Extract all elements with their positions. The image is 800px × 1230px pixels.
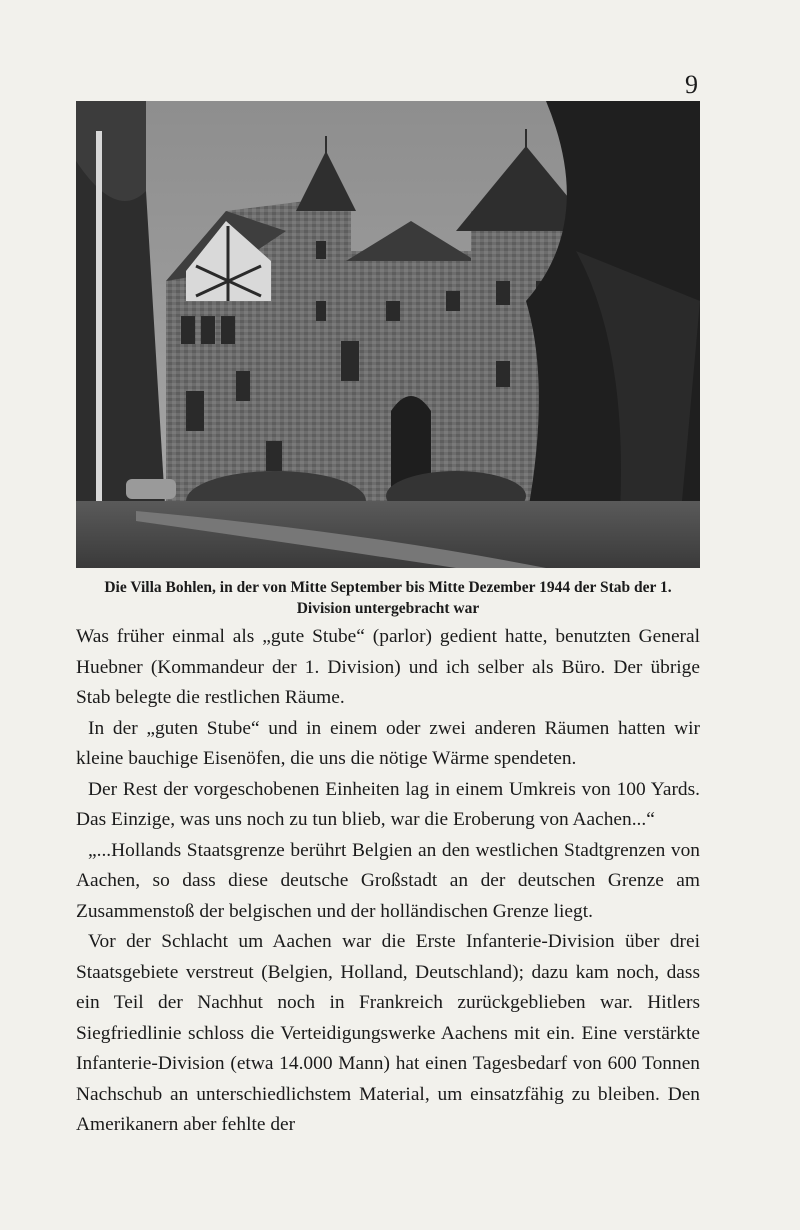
body-text <box>76 622 700 1141</box>
figure-caption: Die Villa Bohlen, in der von Mitte September bis Mitte Dezember 1944 der Stab der 1. Division untergebracht war <box>104 579 672 617</box>
villa-photo <box>76 101 700 568</box>
page-number: 9 <box>685 70 698 99</box>
paragraph: „...Hollands Staatsgrenze berührt Belgien an den westlichen Stadtgrenzen von Aachen, so dass diese deutsche Großstadt an der deutschen Grenze am Zusammenstoß der belgischen und der holländischen Grenze liegt. <box>76 839 700 922</box>
paragraph: Vor der Schlacht um Aachen war die Erste Infanterie-Division über drei Staatsgebiete verstreut (Belgien, Holland, Deutschland); dazu kam noch, dass ein Teil der Nachhut noch in Frankreich zurückgeblieben war. Hitlers Siegfriedlinie schloss die Verteidigungswerke Aachens mit ein. Eine verstärkte Infanterie-Division (etwa 14.000 Mann) hat einen Tagesbedarf von 600 Tonnen Nachschub an unterschiedlichstem Material, um einsatzfähig zu bleiben. Den Amerikanern aber fehlte der <box>76 931 700 1135</box>
paragraph: In der „guten Stube“ und in einem oder zwei anderen Räumen hatten wir kleine bauchige Eisenöfen, die uns die nötige Wärme spendeten. <box>76 717 700 769</box>
paragraph: Was früher einmal als „gute Stube“ (parlor) gedient hatte, benutzten General Huebner (Kommandeur der 1. Division) und ich selber als Büro. Der übrige Stab belegte die restlichen Räume. <box>76 626 700 708</box>
paragraph: Der Rest der vorgeschobenen Einheiten lag in einem Umkreis von 100 Yards. Das Einzige, was uns noch zu tun blieb, war die Eroberung von Aachen...“ <box>76 778 700 830</box>
